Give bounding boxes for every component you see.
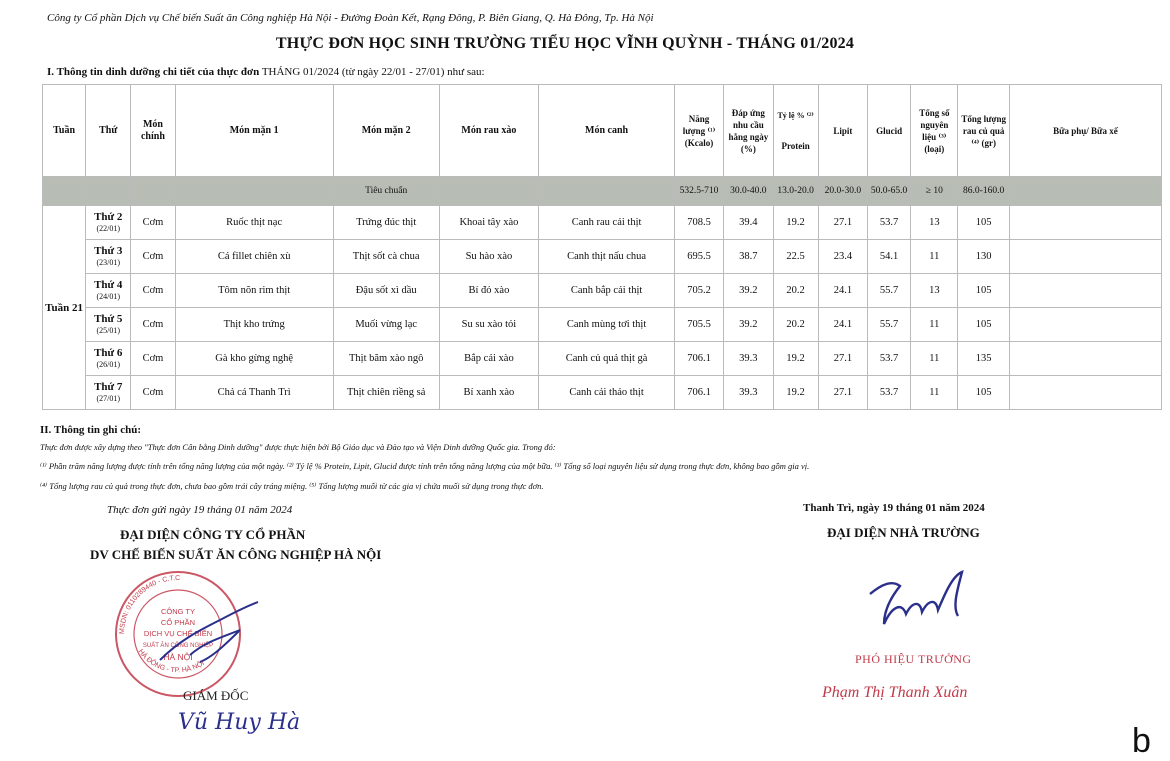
cell-lipit: 24.1	[818, 308, 867, 342]
standard-energy: 532.5-710	[674, 177, 723, 206]
cell-vegamt: 135	[958, 342, 1009, 376]
cell-dish1: Chả cá Thanh Trì	[175, 376, 333, 410]
cell-veg: Bí xanh xào	[439, 376, 539, 410]
cell-dish2: Trứng đúc thịt	[333, 206, 439, 240]
cell-protein: 19.2	[773, 342, 818, 376]
cell-snack	[1009, 308, 1161, 342]
note-line-2: ⁽⁴⁾ Tổng lượng rau củ quả trong thực đơn, chưa bao gồm trái cây tráng miệng. ⁽⁵⁾ Tổng lượng muối từ các gia vị chứa muối sử dụng trong thực đơn.	[40, 481, 544, 491]
table-row	[43, 376, 1162, 410]
table-header-row	[43, 85, 1162, 177]
day-date: (25/01)	[96, 325, 121, 335]
stamp-line-1: CÔNG TY	[160, 607, 196, 616]
header-mon-man-2: Món mặn 2	[333, 85, 439, 177]
header-tong-nguyen-lieu: Tổng số nguyên liệu ⁽³⁾ (loại)	[911, 85, 958, 177]
cell-energy: 705.5	[674, 308, 723, 342]
day-label: Thứ 3	[94, 244, 123, 257]
cell-lipit: 23.4	[818, 240, 867, 274]
cell-veg: Khoai tây xào	[439, 206, 539, 240]
company-address-line: Công ty Cổ phần Dịch vụ Chế biến Suất ăn Công nghiệp Hà Nội - Đường Đoàn Kết, Rạng Đông, P. Biên Giang, Q. Hà Đông, Tp. Hà Nội	[47, 12, 654, 24]
cell-energy: 708.5	[674, 206, 723, 240]
cell-glucid: 54.1	[868, 240, 911, 274]
standard-protein: 13.0-20.0	[773, 177, 818, 206]
cell-snack	[1009, 240, 1161, 274]
cell-glucid: 55.7	[868, 274, 911, 308]
cell-dish2: Đậu sốt xì dầu	[333, 274, 439, 308]
cell-daily: 39.3	[724, 342, 773, 376]
company-representative-line-2: DV CHẾ BIẾN SUẤT ĂN CÔNG NGHIỆP HÀ NỘI	[90, 547, 382, 562]
standard-lipit: 20.0-30.0	[818, 177, 867, 206]
cell-vegamt: 105	[958, 274, 1009, 308]
standard-veg: 86.0-160.0	[958, 177, 1009, 206]
table-row	[43, 240, 1162, 274]
stamp-line-5: HÀ NỘI	[163, 652, 193, 662]
cell-glucid: 55.7	[868, 308, 911, 342]
table-row	[43, 206, 1162, 240]
cell-snack	[1009, 342, 1161, 376]
cell-energy: 695.5	[674, 240, 723, 274]
cell-ingredients: 11	[911, 376, 958, 410]
standard-label: Tiêu chuẩn	[333, 177, 439, 206]
cell-protein: 22.5	[773, 240, 818, 274]
section-1-label: I. Thông tin dinh dưỡng chi tiết của thực đơn	[47, 66, 260, 78]
cell-veg: Su su xào tỏi	[439, 308, 539, 342]
header-mon-chinh: Món chính	[131, 85, 175, 177]
cell-veg: Su hào xào	[439, 240, 539, 274]
cell-main: Cơm	[131, 274, 175, 308]
table-row	[43, 274, 1162, 308]
cell-snack	[1009, 376, 1161, 410]
cell-main: Cơm	[131, 376, 175, 410]
cell-dish1: Thịt kho trứng	[175, 308, 333, 342]
cell-energy: 706.1	[674, 376, 723, 410]
standard-glucid: 50.0-65.0	[868, 177, 911, 206]
cell-vegamt: 130	[958, 240, 1009, 274]
cell-soup: Canh thịt nấu chua	[539, 240, 675, 274]
header-tong-rau-qua: Tổng lượng rau củ quả ⁽⁴⁾ (gr)	[958, 85, 1009, 177]
menu-table	[42, 84, 1162, 410]
cell-protein: 20.2	[773, 308, 818, 342]
day-label: Thứ 2	[94, 210, 123, 223]
vice-principal-name: Phạm Thị Thanh Xuân	[822, 684, 968, 701]
cell-vegamt: 105	[958, 206, 1009, 240]
day-cell	[86, 274, 131, 308]
header-mon-man-1: Món mặn 1	[175, 85, 333, 177]
cell-snack	[1009, 206, 1161, 240]
header-mon-rau-xao: Món rau xào	[439, 85, 539, 177]
stamp-line-4: SUẤT ĂN CÔNG NGHIỆP	[142, 643, 214, 649]
header-protein-label: Protein	[781, 140, 810, 151]
page-title: THỰC ĐƠN HỌC SINH TRƯỜNG TIỂU HỌC VĨNH QUỲNH - THÁNG 01/2024	[275, 35, 855, 52]
day-cell	[86, 240, 131, 274]
cell-daily: 39.2	[724, 274, 773, 308]
cell-dish1: Cá fillet chiên xù	[175, 240, 333, 274]
director-signature	[150, 600, 270, 670]
cell-glucid: 53.7	[868, 206, 911, 240]
day-cell	[86, 376, 131, 410]
header-thu: Thứ	[86, 85, 131, 177]
day-date: (23/01)	[96, 257, 121, 267]
cell-lipit: 27.1	[818, 342, 867, 376]
cell-protein: 19.2	[773, 376, 818, 410]
header-mon-canh: Món canh	[539, 85, 675, 177]
cell-daily: 38.7	[724, 240, 773, 274]
cell-dish1: Ruốc thịt nạc	[175, 206, 333, 240]
director-name: Vũ Huy Hà	[178, 710, 301, 735]
cell-ingredients: 11	[911, 308, 958, 342]
section-1-heading	[47, 66, 485, 78]
day-date: (27/01)	[96, 393, 121, 403]
header-glucid: Glucid	[868, 85, 911, 177]
week-cell: Tuần 21	[43, 206, 86, 410]
cell-lipit: 24.1	[818, 274, 867, 308]
corner-glyph: b	[1132, 722, 1151, 760]
day-rows	[43, 206, 1162, 410]
vice-principal-title: PHÓ HIỆU TRƯỞNG	[855, 652, 972, 666]
header-tuan: Tuần	[43, 85, 86, 177]
section-1-suffix: THÁNG 01/2024 (từ ngày 22/01 - 27/01) như sau:	[261, 66, 485, 78]
cell-protein: 19.2	[773, 206, 818, 240]
cell-soup: Canh cải thảo thịt	[539, 376, 675, 410]
note-intro: Thực đơn được xây dựng theo "Thực đơn Cân bằng Dinh dưỡng" được thực hiện bởi Bộ Giáo dục và Đào tạo và Viện Dinh dưỡng Quốc gia. Trong đó:	[40, 442, 556, 452]
day-date: (22/01)	[96, 223, 121, 233]
cell-soup: Canh bắp cải thịt	[539, 274, 675, 308]
cell-daily: 39.4	[724, 206, 773, 240]
cell-veg: Bắp cải xào	[439, 342, 539, 376]
cell-glucid: 53.7	[868, 342, 911, 376]
cell-main: Cơm	[131, 342, 175, 376]
director-title: GIÁM ĐỐC	[183, 688, 249, 703]
cell-soup: Canh củ quả thịt gà	[539, 342, 675, 376]
cell-daily: 39.2	[724, 308, 773, 342]
cell-vegamt: 105	[958, 376, 1009, 410]
cell-snack	[1009, 274, 1161, 308]
company-representative-line-1: ĐẠI DIỆN CÔNG TY CỔ PHẦN	[120, 527, 306, 542]
day-label: Thứ 7	[94, 380, 123, 393]
cell-ingredients: 13	[911, 274, 958, 308]
day-label: Thứ 5	[94, 312, 123, 325]
cell-dish2: Thịt chiên riềng sả	[333, 376, 439, 410]
stamp-tax-code: MSDN: 0110289440 - C.T.C	[118, 574, 181, 635]
standard-daily: 30.0-40.0	[724, 177, 773, 206]
notes-title: II. Thông tin ghi chú:	[40, 424, 141, 436]
header-bua-phu: Bữa phụ/ Bữa xế	[1009, 85, 1161, 177]
standard-row	[43, 177, 1162, 206]
cell-main: Cơm	[131, 240, 175, 274]
day-label: Thứ 4	[94, 278, 123, 291]
standard-ingredients: ≥ 10	[911, 177, 958, 206]
header-ty-le: Tỷ lệ % ⁽²⁾	[777, 110, 814, 120]
note-line-1: ⁽¹⁾ Phần trăm năng lượng được tính trên tổng năng lượng của một ngày. ⁽²⁾ Tỷ lệ % Protein, Lipit, Glucid được tính trên tổng năng lượng của một bữa. ⁽³⁾ Tổng số loại nguyên liệu sử dụng trong thực đơn, không bao gồm gia vị.	[40, 461, 810, 471]
table-row	[43, 308, 1162, 342]
cell-protein: 20.2	[773, 274, 818, 308]
cell-dish2: Muối vừng lạc	[333, 308, 439, 342]
cell-soup: Canh rau cải thịt	[539, 206, 675, 240]
cell-lipit: 27.1	[818, 206, 867, 240]
cell-main: Cơm	[131, 206, 175, 240]
cell-dish2: Thịt sốt cà chua	[333, 240, 439, 274]
cell-ingredients: 13	[911, 206, 958, 240]
header-protein	[773, 85, 818, 177]
cell-glucid: 53.7	[868, 376, 911, 410]
stamp-line-2: CỔ PHẦN	[160, 618, 196, 627]
day-cell	[86, 342, 131, 376]
vice-principal-signature	[862, 566, 982, 638]
cell-energy: 705.2	[674, 274, 723, 308]
stamp-bottom-text: HÀ ĐÔNG - TP. HÀ NỘI	[136, 648, 206, 675]
header-nang-luong: Năng lượng ⁽¹⁾ (Kcalo)	[674, 85, 723, 177]
day-cell	[86, 206, 131, 240]
day-label: Thứ 6	[94, 346, 123, 359]
cell-lipit: 27.1	[818, 376, 867, 410]
place-date: Thanh Trì, ngày 19 tháng 01 năm 2024	[803, 502, 985, 514]
cell-veg: Bí đỏ xào	[439, 274, 539, 308]
cell-soup: Canh mùng tơi thịt	[539, 308, 675, 342]
table-row	[43, 342, 1162, 376]
school-representative: ĐẠI DIỆN NHÀ TRƯỜNG	[827, 525, 980, 540]
cell-main: Cơm	[131, 308, 175, 342]
cell-dish1: Tôm nõn rim thịt	[175, 274, 333, 308]
header-lipit: Lipit	[818, 85, 867, 177]
cell-dish1: Gà kho gừng nghệ	[175, 342, 333, 376]
cell-dish2: Thịt băm xào ngô	[333, 342, 439, 376]
day-cell	[86, 308, 131, 342]
cell-ingredients: 11	[911, 342, 958, 376]
header-dap-ung: Đáp ứng nhu cầu hằng ngày (%)	[724, 85, 773, 177]
stamp-line-3: DỊCH VỤ CHẾ BIẾN	[143, 629, 213, 638]
cell-daily: 39.3	[724, 376, 773, 410]
sent-date: Thực đơn gửi ngày 19 tháng 01 năm 2024	[107, 504, 293, 516]
cell-ingredients: 11	[911, 240, 958, 274]
day-date: (24/01)	[96, 291, 121, 301]
cell-energy: 706.1	[674, 342, 723, 376]
day-date: (26/01)	[96, 359, 121, 369]
cell-vegamt: 105	[958, 308, 1009, 342]
